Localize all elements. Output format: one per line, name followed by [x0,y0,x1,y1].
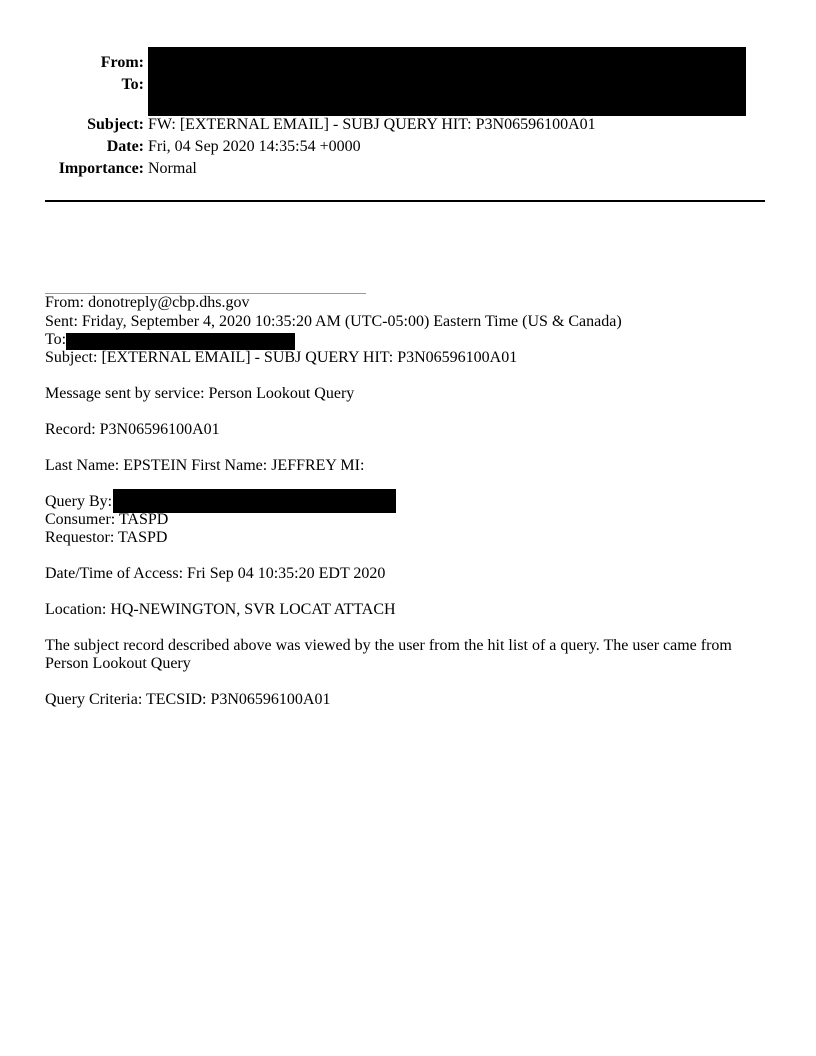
body-access-time: Date/Time of Access: Fri Sep 04 10:35:20 EDT 2020 [45,565,386,582]
importance-value: Normal [148,160,197,177]
header-from-row [0,52,144,74]
header-divider [45,200,765,202]
forwarded-from: From: donotreply@cbp.dhs.gov [45,294,250,311]
body-location: Location: HQ-NEWINGTON, SVR LOCAT ATTACH [45,601,396,618]
body-consumer: Consumer: TASPD [45,511,169,528]
redaction-from-to [148,47,746,116]
body-requestor: Requestor: TASPD [45,529,168,546]
forwarded-to-label: To: [45,331,67,348]
redaction-forwarded-to [66,333,295,350]
query-by-label: Query By: [45,493,113,510]
subject-value: FW: [EXTERNAL EMAIL] - SUBJ QUERY HIT: P3N06596100A01 [148,116,596,133]
forwarded-to [45,331,66,349]
header-to-row [0,74,144,96]
forwarded-sent: Sent: Friday, September 4, 2020 10:35:20 AM (UTC-05:00) Eastern Time (US & Canada) [45,313,622,330]
header-date-row [0,136,144,158]
body-query-by [45,493,112,511]
to-label: To: [121,76,144,93]
forwarded-subject: Subject: [EXTERNAL EMAIL] - SUBJ QUERY HIT: P3N06596100A01 [45,349,518,366]
importance-label: Importance: [58,160,144,177]
header-importance-row [0,158,144,180]
body-name: Last Name: EPSTEIN First Name: JEFFREY MI: [45,457,365,474]
body-record: Record: P3N06596100A01 [45,421,220,438]
body-criteria: Query Criteria: TECSID: P3N06596100A01 [45,691,331,708]
date-label: Date: [106,138,144,155]
redaction-query-by [113,489,396,513]
body-service: Message sent by service: Person Lookout Query [45,385,355,402]
subject-label: Subject: [87,116,144,133]
date-value: Fri, 04 Sep 2020 14:35:54 +0000 [148,138,361,155]
header-subject-row [0,114,144,136]
from-label: From: [100,54,144,71]
body-description: The subject record described above was viewed by the user from the hit list of a query. The user came from Person Lookout Query [45,637,732,672]
